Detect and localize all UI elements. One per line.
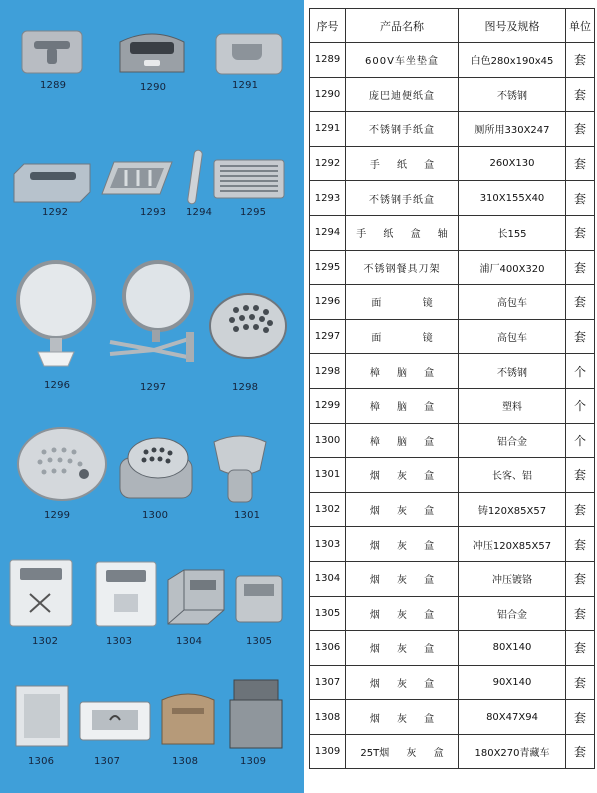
- paper-box-photo: [10, 160, 92, 204]
- product-spec: 白色280x190x45: [459, 43, 566, 78]
- row-number: 1302: [310, 492, 346, 527]
- ashtray-photo: [208, 432, 272, 506]
- photo-label: 1300: [142, 510, 169, 521]
- photo-label: 1290: [140, 82, 167, 93]
- row-number: 1289: [310, 43, 346, 78]
- photo-label: 1297: [140, 382, 167, 393]
- product-spec: 310X155X40: [459, 181, 566, 216]
- table-row: [310, 285, 595, 320]
- table-row: [310, 354, 595, 389]
- toilet-paper-box-photo: [114, 28, 190, 78]
- product-name: 烟 灰 盒: [346, 596, 459, 631]
- table-row: [310, 527, 595, 562]
- table-row: [310, 146, 595, 181]
- product-name: 樟 脑 盒: [346, 354, 459, 389]
- row-number: 1304: [310, 561, 346, 596]
- row-number: 1308: [310, 700, 346, 735]
- ashtray-photo: [228, 678, 284, 750]
- product-spec: 高包车: [459, 285, 566, 320]
- product-spec: 260X130: [459, 146, 566, 181]
- photo-label: 1296: [44, 380, 71, 391]
- product-spec: 180X270青藏车: [459, 734, 566, 769]
- product-spec: 90X140: [459, 665, 566, 700]
- product-spec: 长155: [459, 215, 566, 250]
- table-header: [310, 9, 595, 43]
- row-number: 1290: [310, 77, 346, 112]
- camphor-box-photo: [14, 422, 110, 504]
- extendable-mirror-photo: [106, 258, 200, 378]
- cutlery-rack-photo: [212, 156, 286, 202]
- product-name: 烟 灰 盒: [346, 700, 459, 735]
- row-number: 1301: [310, 458, 346, 493]
- unit: 套: [566, 112, 595, 147]
- ashtray-photo: [158, 688, 218, 750]
- table-row: [310, 77, 595, 112]
- table-row: [310, 631, 595, 666]
- product-spec: 铝合金: [459, 596, 566, 631]
- unit: 套: [566, 527, 595, 562]
- photo-label: 1294: [186, 207, 213, 218]
- product-name: 手 纸 盒 轴: [346, 215, 459, 250]
- seat-cushion-box-photo: [20, 28, 84, 76]
- product-spec: 冲压镀铬: [459, 561, 566, 596]
- product-name: 烟 灰 盒: [346, 631, 459, 666]
- product-spec: 长客、铝: [459, 458, 566, 493]
- unit: 套: [566, 734, 595, 769]
- unit: 套: [566, 561, 595, 596]
- photo-label: 1305: [246, 636, 273, 647]
- row-number: 1298: [310, 354, 346, 389]
- unit: 套: [566, 285, 595, 320]
- row-number: 1300: [310, 423, 346, 458]
- product-name: 面 镜: [346, 285, 459, 320]
- table-row: [310, 319, 595, 354]
- product-name: 烟 灰 盒: [346, 492, 459, 527]
- unit: 套: [566, 458, 595, 493]
- photo-label: 1295: [240, 207, 267, 218]
- mirror-photo: [14, 258, 98, 374]
- column-header-number: 序号: [310, 9, 346, 43]
- photo-label: 1308: [172, 756, 199, 767]
- product-name: 烟 灰 盒: [346, 458, 459, 493]
- table-row: [310, 250, 595, 285]
- table-row: [310, 561, 595, 596]
- photo-label: 1309: [240, 756, 267, 767]
- unit: 套: [566, 250, 595, 285]
- row-number: 1294: [310, 215, 346, 250]
- unit: 套: [566, 700, 595, 735]
- photo-label: 1306: [28, 756, 55, 767]
- row-number: 1305: [310, 596, 346, 631]
- camphor-box-photo: [206, 282, 290, 366]
- product-spec: 80X140: [459, 631, 566, 666]
- product-name: 不锈钢手纸盒: [346, 181, 459, 216]
- product-name: 樟 脑 盒: [346, 388, 459, 423]
- row-number: 1303: [310, 527, 346, 562]
- product-name: 600V车坐垫盒: [346, 43, 459, 78]
- photo-label: 1292: [42, 207, 69, 218]
- table-row: [310, 596, 595, 631]
- product-name: 25T烟 灰 盒: [346, 734, 459, 769]
- column-header-unit: 单位: [566, 9, 595, 43]
- product-spec: 铸120X85X57: [459, 492, 566, 527]
- product-spec: 厕所用330X247: [459, 112, 566, 147]
- table-row: [310, 665, 595, 700]
- photo-label: 1299: [44, 510, 71, 521]
- row-number: 1309: [310, 734, 346, 769]
- product-name: 庞巴迪便纸盒: [346, 77, 459, 112]
- photo-label: 1301: [234, 510, 261, 521]
- table-row: [310, 112, 595, 147]
- product-name: 烟 灰 盒: [346, 561, 459, 596]
- row-number: 1306: [310, 631, 346, 666]
- photo-label: 1303: [106, 636, 133, 647]
- row-number: 1307: [310, 665, 346, 700]
- product-name: 不锈钢餐具刀架: [346, 250, 459, 285]
- product-spec: 不锈钢: [459, 77, 566, 112]
- table-row: [310, 215, 595, 250]
- product-name: 樟 脑 盒: [346, 423, 459, 458]
- table-row: [310, 492, 595, 527]
- photo-label: 1307: [94, 756, 121, 767]
- unit: 套: [566, 146, 595, 181]
- table-row: [310, 181, 595, 216]
- photo-label: 1304: [176, 636, 203, 647]
- table-row: [310, 423, 595, 458]
- product-spec: 不锈钢: [459, 354, 566, 389]
- row-number: 1291: [310, 112, 346, 147]
- photo-label: 1302: [32, 636, 59, 647]
- unit: 套: [566, 215, 595, 250]
- photo-label: 1298: [232, 382, 259, 393]
- product-name: 烟 灰 盒: [346, 665, 459, 700]
- ashtray-photo: [14, 684, 70, 748]
- row-number: 1299: [310, 388, 346, 423]
- product-spec: 冲压120X85X57: [459, 527, 566, 562]
- product-name: 面 镜: [346, 319, 459, 354]
- row-number: 1293: [310, 181, 346, 216]
- column-header-spec: 图号及规格: [459, 9, 566, 43]
- photo-label: 1293: [140, 207, 167, 218]
- product-spec: 铝合金: [459, 423, 566, 458]
- table-row: [310, 458, 595, 493]
- table-row: [310, 43, 595, 78]
- stainless-paper-box-photo: [214, 32, 284, 76]
- ashtray-photo: [94, 560, 158, 628]
- photo-label: 1289: [40, 80, 67, 91]
- unit: 套: [566, 665, 595, 700]
- spec-table: [309, 8, 595, 769]
- ashtray-photo: [164, 566, 228, 628]
- product-name: 不锈钢手纸盒: [346, 112, 459, 147]
- ashtray-photo: [78, 696, 152, 746]
- unit: 套: [566, 596, 595, 631]
- product-spec: 80X47X94: [459, 700, 566, 735]
- table-body: [310, 43, 595, 769]
- camphor-box-photo: [114, 428, 198, 504]
- ashtray-photo: [232, 572, 286, 626]
- table-row: [310, 734, 595, 769]
- product-spec: 高包车: [459, 319, 566, 354]
- ashtray-photo: [8, 558, 74, 628]
- unit: 个: [566, 423, 595, 458]
- paper-box-axle-photo: [182, 148, 208, 206]
- product-spec: 塑料: [459, 388, 566, 423]
- row-number: 1297: [310, 319, 346, 354]
- unit: 套: [566, 43, 595, 78]
- product-name: 手 纸 盒: [346, 146, 459, 181]
- unit: 套: [566, 77, 595, 112]
- table-row: [310, 388, 595, 423]
- unit: 个: [566, 354, 595, 389]
- product-name: 烟 灰 盒: [346, 527, 459, 562]
- photo-label: 1291: [232, 80, 259, 91]
- unit: 套: [566, 181, 595, 216]
- stainless-paper-box-photo: [98, 156, 176, 202]
- product-spec: 浦厂400X320: [459, 250, 566, 285]
- unit: 个: [566, 388, 595, 423]
- unit: 套: [566, 631, 595, 666]
- table-row: [310, 700, 595, 735]
- row-number: 1292: [310, 146, 346, 181]
- row-number: 1295: [310, 250, 346, 285]
- unit: 套: [566, 492, 595, 527]
- column-header-product-name: 产品名称: [346, 9, 459, 43]
- unit: 套: [566, 319, 595, 354]
- row-number: 1296: [310, 285, 346, 320]
